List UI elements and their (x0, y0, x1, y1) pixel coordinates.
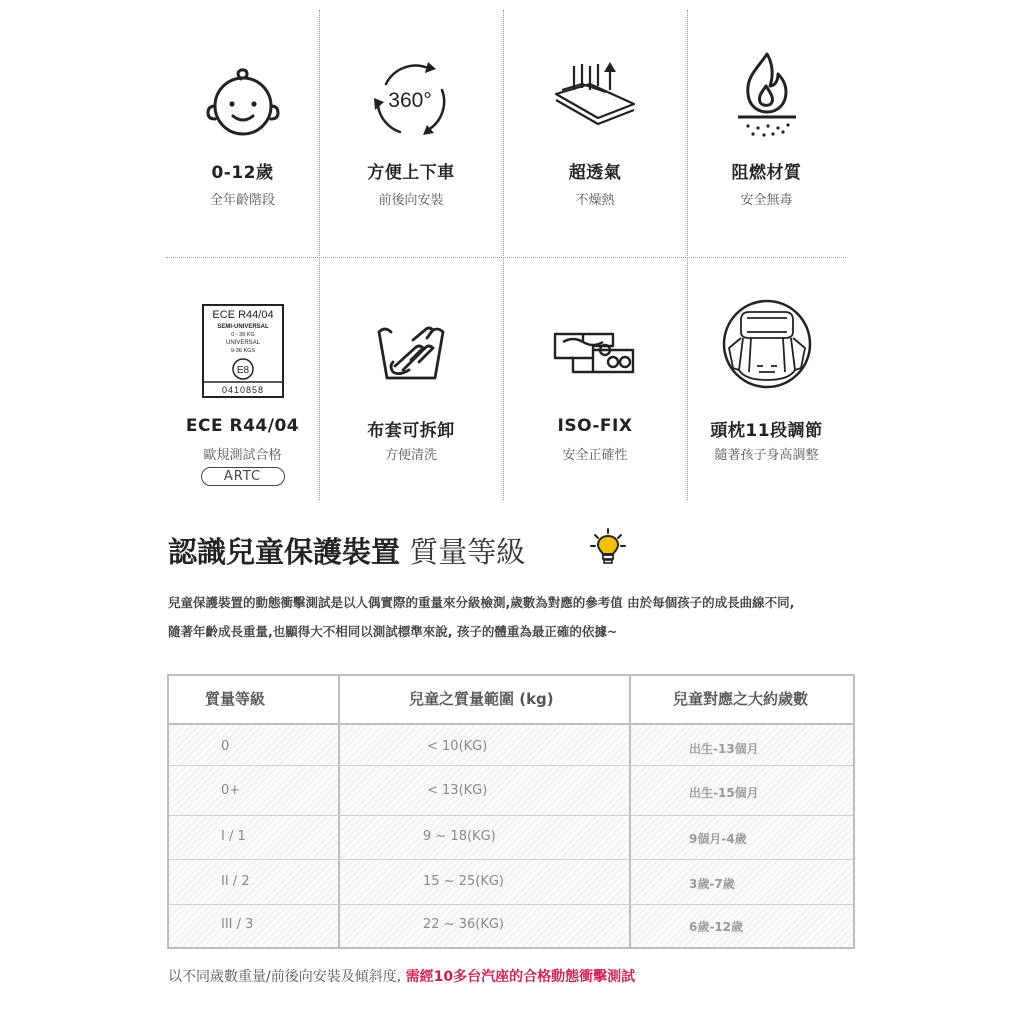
table-cell-age: 出生-15個月 (689, 786, 759, 800)
svg-text:360°: 360° (388, 89, 432, 112)
flame-icon (732, 50, 802, 140)
table-cell-mass: 9 ~ 18(KG) (423, 829, 496, 844)
table-row-divider (169, 815, 853, 816)
feature-subtitle: 不燥熱 (575, 193, 615, 208)
feature-breathable (503, 10, 687, 257)
table-cell-age: 9個月-4歲 (689, 832, 747, 846)
table-cell-group: 0 (221, 739, 230, 754)
table-cell-group: 0+ (221, 783, 241, 798)
feature-title: 0-12歲 (211, 163, 274, 183)
feature-subtitle: 前後向安裝 (378, 193, 444, 208)
footer-text: 以不同歲數重量/前後向安裝及傾斜度, (168, 969, 406, 985)
feature-title: 布套可拆卸 (367, 421, 455, 441)
feature-title: 方便上下車 (367, 163, 455, 183)
feature-flame-retardant (687, 10, 846, 257)
svg-text:0 - 36 KG: 0 - 36 KG (230, 332, 255, 338)
feature-removable-cover (319, 258, 503, 500)
baby-face-icon (205, 68, 281, 140)
isofix-connector-icon (553, 328, 637, 378)
table-header-cell: 兒童之質量範圍 (kg) (409, 690, 554, 708)
section-title-light: 質量等級 (409, 535, 526, 569)
section-description-line1: 兒童保護裝置的動態衝擊測試是以人偶實際的重量來分級檢測,歲數為對應的參考值 由於每個孩子的成長曲線不同, (168, 595, 795, 610)
feature-title: ECE R44/04 (185, 416, 300, 436)
feature-subtitle: 全年齡階段 (209, 193, 275, 208)
svg-text:0410858: 0410858 (221, 385, 264, 395)
table-cell-age: 6歲-12歲 (689, 920, 744, 934)
section-description-line2: 隨著年齡成長重量,也顯得大不相同以測試標準來說, 孩子的體重為最正確的依據~ (168, 624, 618, 639)
table-cell-mass: < 13(KG) (427, 783, 488, 798)
feature-grid (166, 10, 846, 500)
table-row-divider (169, 765, 853, 766)
feature-subtitle: 隨著孩子身高調整 (714, 448, 819, 463)
table-cell-group: III / 3 (221, 917, 254, 932)
table-column-divider (629, 676, 631, 947)
feature-easy-install (319, 10, 503, 257)
feature-subtitle: 安全無毒 (740, 193, 793, 208)
lightbulb-icon (590, 527, 626, 567)
section-title-bold: 認識兒童保護裝置 (168, 535, 401, 569)
table-header-cell: 質量等級 (205, 690, 266, 708)
table-cell-age: 3歲-7歲 (689, 877, 735, 891)
table-row-divider (169, 904, 853, 905)
svg-text:SEMI-UNIVERSAL: SEMI-UNIVERSAL (216, 324, 269, 330)
feature-title: 超透氣 (568, 163, 622, 183)
table-row-divider (169, 859, 853, 860)
hand-wash-icon (375, 318, 447, 384)
svg-text:9-36 KGS: 9-36 KGS (230, 348, 255, 354)
table-cell-age: 出生-13個月 (689, 742, 759, 756)
table-cell-group: I / 1 (221, 829, 246, 844)
section-title (168, 530, 525, 571)
feature-title: 頭枕11段調節 (710, 421, 823, 441)
feature-title: 阻燃材質 (731, 163, 802, 183)
mass-group-table (167, 674, 855, 949)
svg-text:E8: E8 (236, 365, 249, 376)
feature-isofix (503, 258, 687, 500)
artc-badge: ARTC (201, 467, 285, 486)
breathable-layers-icon (552, 60, 638, 132)
table-header-cell: 兒童對應之大約歲數 (673, 690, 809, 708)
svg-text:UNIVERSAL: UNIVERSAL (225, 340, 260, 346)
table-column-divider (338, 676, 340, 947)
feature-ece-certified (166, 258, 319, 500)
table-cell-mass: 15 ~ 25(KG) (423, 874, 504, 889)
adjustable-headrest-icon (721, 298, 813, 390)
feature-adjustable-headrest (687, 258, 846, 500)
footer-note (168, 966, 635, 986)
table-cell-mass: < 10(KG) (427, 739, 488, 754)
table-cell-mass: 22 ~ 36(KG) (423, 917, 504, 932)
feature-age-range (166, 10, 319, 257)
feature-title: ISO-FIX (557, 416, 633, 436)
footer-highlight: 需經10多台汽座的合格動態衝擊測試 (405, 969, 636, 985)
table-cell-group: II / 2 (221, 874, 250, 889)
feature-subtitle: 安全正確性 (562, 448, 628, 463)
feature-subtitle: 歐規測試合格 (203, 448, 282, 463)
ece-certificate-icon (202, 304, 284, 398)
svg-text:ECE R44/04: ECE R44/04 (211, 309, 274, 321)
feature-subtitle: 方便清洗 (384, 448, 437, 463)
rotate-360-icon (370, 60, 452, 140)
